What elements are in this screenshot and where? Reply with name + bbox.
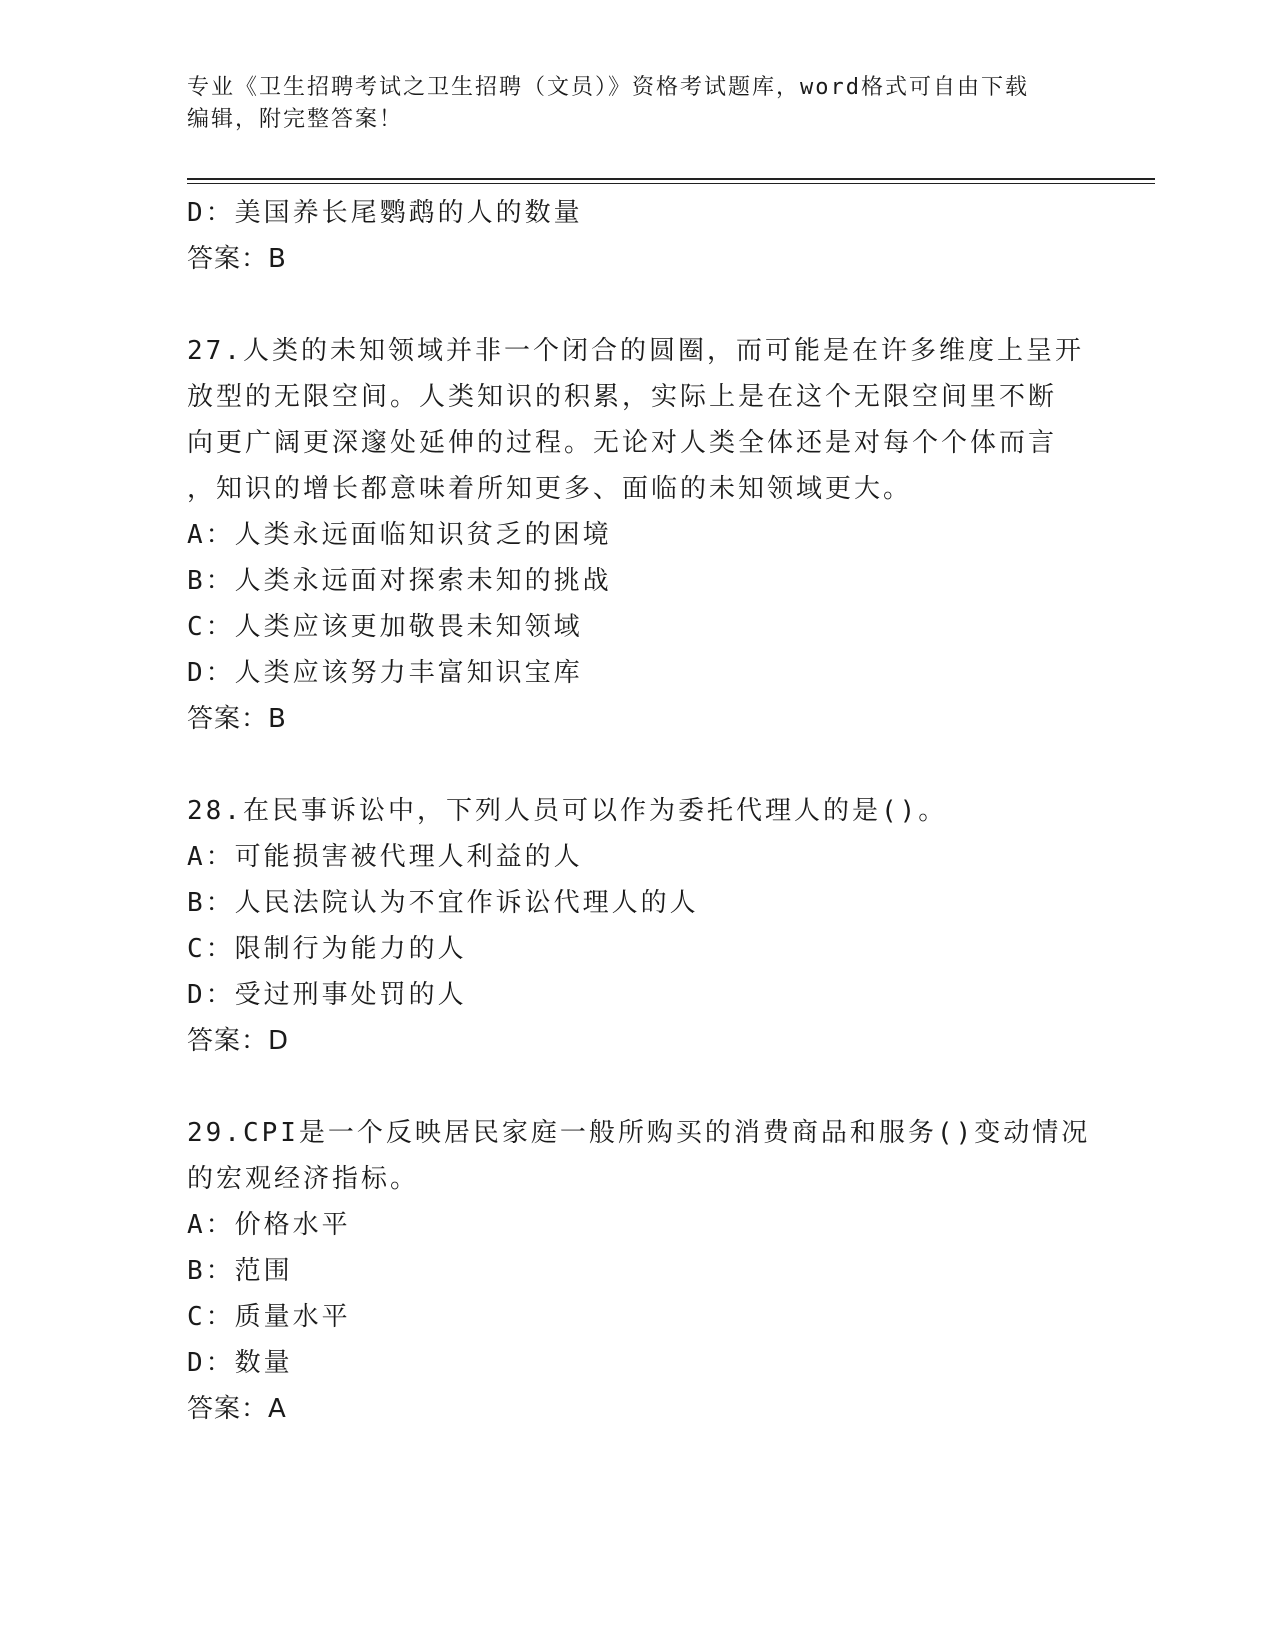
option-b: B：范围 bbox=[187, 1256, 293, 1286]
stem-line: 向更广阔更深邃处延伸的过程。无论对人类全体还是对每个个体而言 bbox=[187, 428, 1058, 458]
answer-line: 答案：B bbox=[187, 704, 287, 734]
spacer bbox=[187, 1064, 1087, 1110]
spacer bbox=[187, 282, 1087, 328]
header-line-1: 专业《卫生招聘考试之卫生招聘（文员）》资格考试题库，word格式可自由下载 bbox=[187, 75, 1029, 100]
option-b: B：人民法院认为不宜作诉讼代理人的人 bbox=[187, 888, 699, 918]
question-27 bbox=[187, 328, 1087, 742]
option-d: D：受过刑事处罚的人 bbox=[187, 980, 467, 1010]
stem-line: 29.CPI是一个反映居民家庭一般所购买的消费商品和服务()变动情况 bbox=[187, 1118, 1091, 1148]
answer-line: 答案：B bbox=[187, 244, 287, 274]
option-a: A：价格水平 bbox=[187, 1210, 351, 1240]
stem-line: 的宏观经济指标。 bbox=[187, 1164, 420, 1194]
option-a: A：人类永远面临知识贫乏的困境 bbox=[187, 520, 612, 550]
stem-line: 27.人类的未知领域并非一个闭合的圆圈，而可能是在许多维度上呈开 bbox=[187, 336, 1084, 366]
question-28 bbox=[187, 788, 1087, 1064]
question-stem bbox=[187, 788, 1087, 834]
answer-line: 答案：D bbox=[187, 1026, 290, 1056]
option-d: D：人类应该努力丰富知识宝库 bbox=[187, 658, 583, 688]
option-a: A：可能损害被代理人利益的人 bbox=[187, 842, 583, 872]
option-c: C：人类应该更加敬畏未知领域 bbox=[187, 612, 583, 642]
document-body bbox=[187, 190, 1091, 1432]
stem-line: 28.在民事诉讼中，下列人员可以作为委托代理人的是()。 bbox=[187, 796, 948, 826]
option-c: C：限制行为能力的人 bbox=[187, 934, 467, 964]
previous-question bbox=[187, 190, 1087, 282]
question-stem bbox=[187, 1110, 1091, 1202]
question-stem bbox=[187, 328, 1087, 512]
question-29 bbox=[187, 1110, 1091, 1432]
option-d: D：数量 bbox=[187, 1348, 293, 1378]
spacer bbox=[187, 742, 1087, 788]
header-rule-thick bbox=[187, 178, 1155, 180]
page-header bbox=[187, 72, 1087, 136]
stem-line: ，知识的增长都意味着所知更多、面临的未知领域更大。 bbox=[187, 474, 913, 504]
answer-line: 答案：A bbox=[187, 1394, 287, 1424]
header-rule-thin bbox=[187, 183, 1155, 184]
option-d: D：美国养长尾鹦鹉的人的数量 bbox=[187, 198, 583, 228]
option-c: C：质量水平 bbox=[187, 1302, 351, 1332]
option-b: B：人类永远面对探索未知的挑战 bbox=[187, 566, 612, 596]
stem-line: 放型的无限空间。人类知识的积累，实际上是在这个无限空间里不断 bbox=[187, 382, 1058, 412]
header-line-2: 编辑，附完整答案！ bbox=[187, 107, 404, 132]
